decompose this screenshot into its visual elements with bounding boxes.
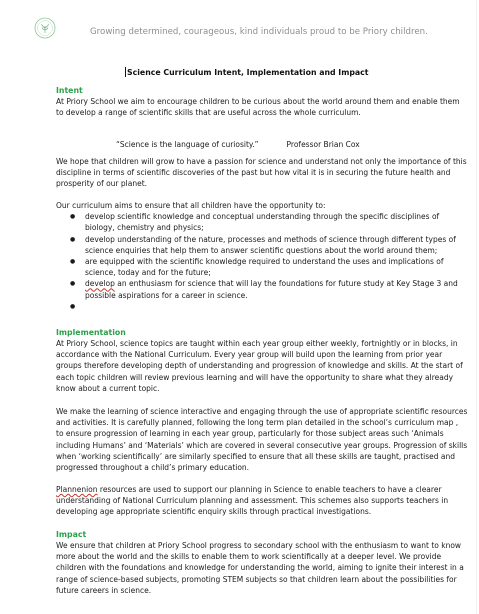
intent-heading: Intent (56, 86, 83, 95)
impact-paragraph: We ensure that children at Priory School progress to secondary school with the enthusiasm to want to know more about the world and the skills to enable them to work scientifically at a deeper level. We provide children with the foundations and knowledge for understanding the world, aiming to ignite their interest in a range of science-based subjects, promoting STEM subjects so that children learn about the possibilities for future careers in science. (56, 541, 464, 595)
implementation-paragraph-2: We make the learning of science interactive and engaging through the use of appropriate scientific resources and activities. It is carefully planned, following the long term plan detailed in the school’s curriculum map , to ensure progression of learning in each year group, particularly for those subject areas such ‘Animals including Humans’ and ‘Materials’ which are covered in several consecutive year groups. Progression of skills when ‘working scientifically’ are similarly specified to ensure that all these skills are taught, practised and progressed throughout a child’s primary education. (56, 407, 468, 473)
aim-item: ● develop an enthusiasm for science that will lay the foundations for future study at Key Stage 3 and possible aspirations for a career in science. (56, 278, 468, 300)
intent-paragraph-1: At Priory School we aim to encourage children to be curious about the world around them and enable them to develop a range of scientific skills that are useful across the whole curriculum. (56, 97, 460, 118)
implementation-paragraph-1: At Priory School, science topics are taught within each year group either weekly, fortnightly or in blocks, in accordance with the National Curriculum. Every year group will build upon the learning from prior year groups therefore developing depth of understanding and progression of knowledge and skills. At the start of each topic children will review previous learning and will have the opportunity to share what they already know about a current topic. (56, 339, 463, 393)
impact-section (56, 530, 468, 596)
aims-intro: Our curriculum aims to ensure that all children have the opportunity to: (56, 201, 326, 210)
aims-list (56, 211, 468, 312)
quote (116, 140, 360, 149)
intent-section (56, 86, 468, 118)
aims-block (56, 200, 468, 312)
intent-paragraph-2-block (56, 156, 468, 190)
aim-item: ● develop understanding of the nature, processes and methods of science through different types of science enquiries that help them to answer scientific questions about the world around them; (56, 234, 468, 256)
implementation-section (56, 328, 468, 394)
misspelled-word: Plannenion (56, 485, 98, 494)
aim-item: ● develop scientific knowledge and conceptual understanding through the specific disciplines of biology, chemistry and physics; (56, 211, 468, 233)
page-title: Science Curriculum Intent, Implementation and Impact (127, 68, 369, 77)
implementation-paragraph-3-block (56, 484, 468, 518)
aim-first-word: develop (85, 279, 115, 289)
aim-item-empty (56, 301, 468, 312)
aim-item: ● are equipped with the scientific knowledge required to understand the uses and implications of science, today and for the future; (56, 256, 468, 278)
implementation-heading: Implementation (56, 328, 126, 337)
quote-text: “Science is the language of curiosity.” (116, 140, 259, 149)
school-logo (34, 17, 56, 39)
impact-heading: Impact (56, 530, 87, 539)
implementation-paragraph-3: Plannenion resources are used to support our planning in Science to enable teachers to have a clearer understanding of National Curriculum planning and assessment. This schemes also supports teachers in developing age appropriate scientific enquiry skills through practical investigations. (56, 485, 449, 517)
page-edge (476, 0, 477, 614)
implementation-paragraph-2-block (56, 406, 468, 473)
intent-paragraph-2: We hope that children will grow to have a passion for science and understand not only the importance of this discipline in terms of scientific discoveries of the past but how vital it is in securing the future health and prosperity of our planet. (56, 157, 467, 189)
quote-author: Professor Brian Cox (286, 140, 360, 149)
school-motto: Growing determined, courageous, kind individuals proud to be Priory children. (90, 27, 428, 37)
